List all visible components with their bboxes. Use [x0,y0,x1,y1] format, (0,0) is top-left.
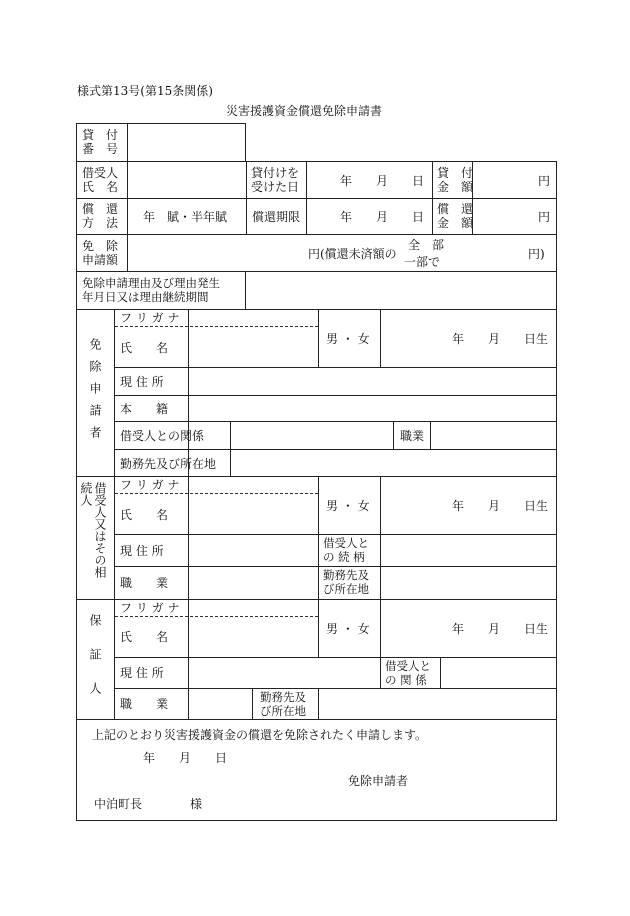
repay-amount-unit: 円 [538,210,551,224]
applicant-section-label: 免除申請者 [88,338,102,448]
repay-deadline-value: 年 月 日 [340,210,425,224]
footer-date: 年 月 日 [143,751,228,765]
heir-workplace-label: 勤務先及 び所在地 [323,568,369,596]
loan-date-label: 貸付けを 受けた日 [251,166,300,194]
exempt-amount-text: 円(償還未済額の [308,247,397,261]
repay-method-label: 償 還 方 法 [82,202,119,230]
footer-statement: 上記のとおり災害援護資金の償還を免除されたく申請します。 [92,728,428,742]
applicant-workplace-label: 勤務先及び所在地 [120,457,217,471]
repay-method-value: 年 賦・半年賦 [143,210,228,224]
heir-birthdate: 年 月 日生 [452,499,549,513]
heir-section-label: 借受人又はその相続人 [79,482,107,578]
exempt-amount-label: 免 除 申請額 [82,239,119,267]
loan-date-value: 年 月 日 [340,174,425,188]
heir-name-label: 氏 名 [120,508,169,522]
footer-applicant-label: 免除申請者 [348,774,409,788]
guarantor-furigana-label: フ リ ガ ナ [120,601,180,615]
applicant-domicile-label: 本 籍 [120,402,169,416]
exempt-all-option: 全 部 [408,238,445,252]
guarantor-birthdate: 年 月 日生 [452,622,549,636]
footer-honorific: 様 [190,797,203,811]
guarantor-section-label: 保証人 [88,614,102,716]
repay-amount-label: 償 還 金 額 [437,202,474,230]
exempt-part-option: 一部で [404,255,441,269]
applicant-address-label: 現 住 所 [120,375,164,389]
applicant-occupation-label: 職業 [400,429,425,443]
guarantor-occupation-label: 職 業 [120,697,169,711]
guarantor-workplace-label: 勤務先及 び所在地 [260,690,306,718]
borrower-name-label: 借受人 氏 名 [82,166,119,194]
loan-amount-unit: 円 [538,174,551,188]
reason-label: 免除申請理由及び理由発生 年月日又は理由継続期間 [82,276,220,304]
applicant-relation-label: 借受人との関係 [120,429,205,443]
applicant-name-label: 氏 名 [120,341,169,355]
form-title: 災害援護資金償還免除申請書 [226,104,383,118]
applicant-furigana-label: フ リ ガ ナ [120,311,180,325]
repay-deadline-label: 償還期限 [252,210,301,224]
loan-number-label: 貸 付 番 号 [82,128,119,156]
loan-amount-label: 貸 付 金 額 [437,166,474,194]
guarantor-gender: 男 ・ 女 [326,622,370,636]
guarantor-address-label: 現 住 所 [120,666,164,680]
guarantor-relation-label: 借受人と の 関 係 [385,659,431,687]
heir-gender: 男 ・ 女 [326,499,370,513]
form-number: 様式第13号(第15条関係) [77,84,213,98]
heir-furigana-label: フ リ ガ ナ [120,478,180,492]
heir-occupation-label: 職 業 [120,576,169,590]
heir-relation-label: 借受人と の 続 柄 [323,536,369,564]
guarantor-name-label: 氏 名 [120,630,169,644]
exempt-amount-end: 円) [528,247,545,261]
footer-addressee: 中泊町長 [94,797,143,811]
applicant-gender: 男 ・ 女 [326,332,370,346]
heir-address-label: 現 住 所 [120,544,164,558]
applicant-birthdate: 年 月 日生 [452,332,549,346]
